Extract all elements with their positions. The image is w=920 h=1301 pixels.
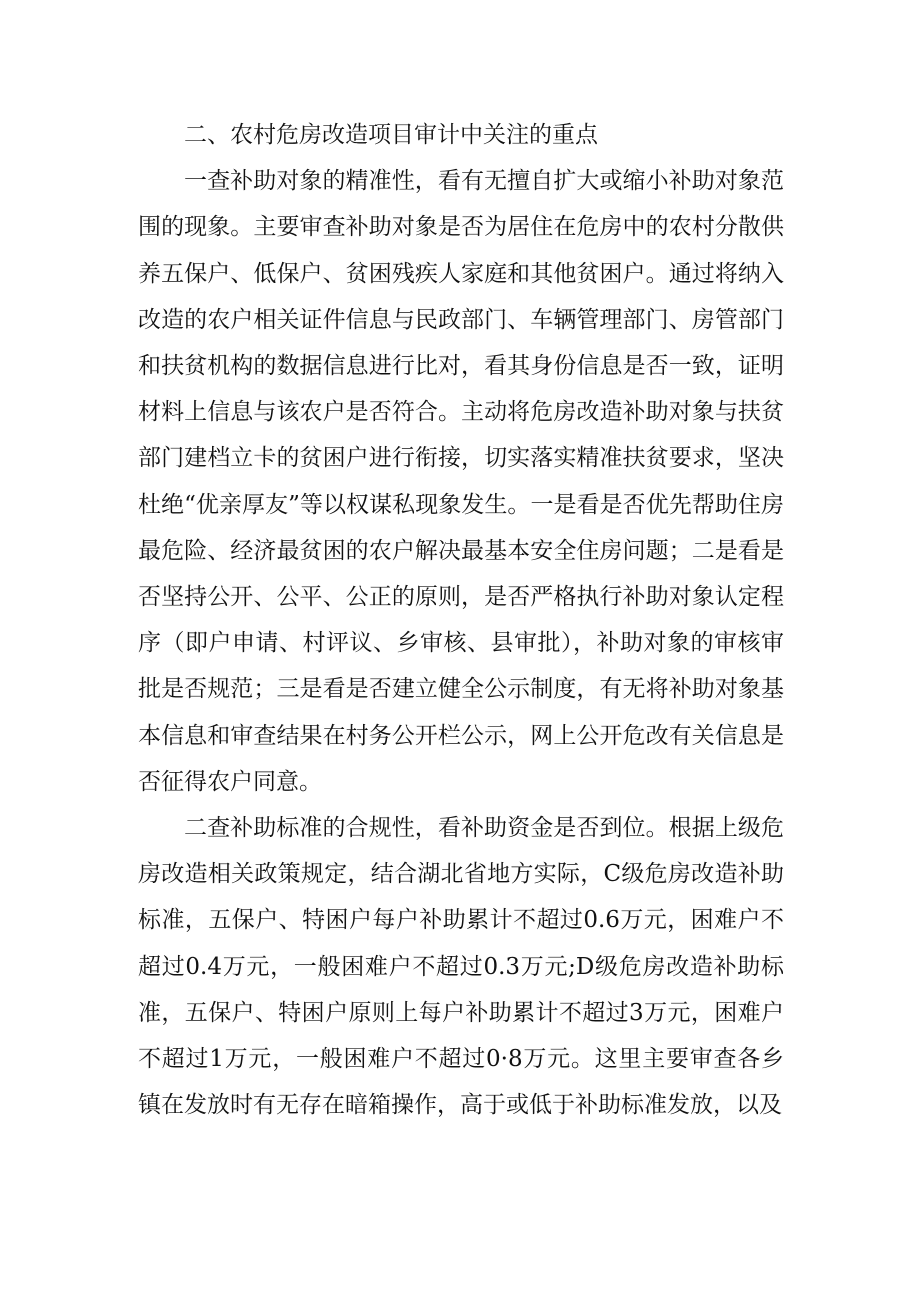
paragraph-subsidy-standards: 二查补助标准的合规性，看补助资金是否到位。根据上级危房改造相关政策规定，结合湖北省地方实际，C级危房改造补助标准，五保户、特困户每户补助累计不超过0.6万元，困难户不超过0.4万元，一般困难户不超过0.3万元;D级危房改造补助标准，五保户、特困户原则上每户补助累计不超过3万元，困难户不超过1万元，一般困难户不超过0·8万元。这里主要审查各乡镇在发放时有无存在暗箱操作，高于或低于补助标准发放，以及: [138, 815, 784, 1119]
section-heading: 二、农村危房改造项目审计中关注的重点: [184, 122, 598, 148]
paragraph-subsidy-targets: 一查补助对象的精准性，看有无擅自扩大或缩小补助对象范围的现象。主要审查补助对象是否为居住在危房中的农村分散供养五保户、低保户、贫困残疾人家庭和其他贫困户。通过将纳入改造的农户相关证件信息与民政部门、车辆管理部门、房管部门和扶贫机构的数据信息进行比对，看其身份信息是否一致，证明材料上信息与该农户是否符合。主动将危房改造补助对象与扶贫部门建档立卡的贫困户进行衔接，切实落实精准扶贫要求，坚决杜绝“优亲厚友”等以权谋私现象发生。一是看是否优先帮助住房最危险、经济最贫困的农户解决最基本安全住房问题；二是看是否坚持公开、公平、公正的原则，是否严格执行补助对象认定程序（即户申请、村评议、乡审核、县审批），补助对象的审核审批是否规范；三是看是否建立健全公示制度，有无将补助对象基本信息和审查结果在村务公开栏公示，网上公开危改有关信息是否征得农户同意。: [138, 168, 784, 795]
